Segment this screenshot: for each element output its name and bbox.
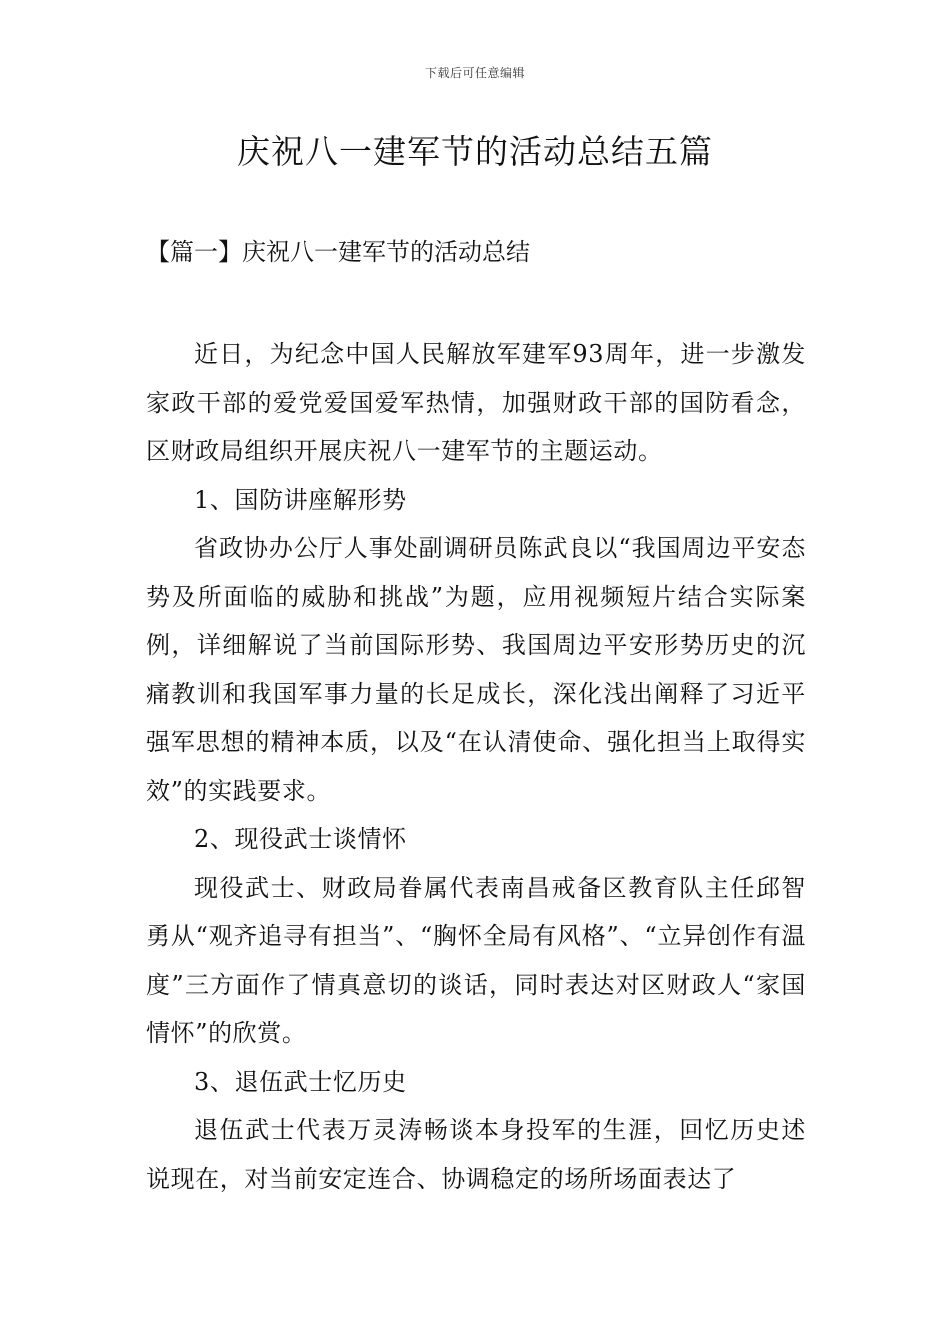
body-text bbox=[146, 330, 806, 1203]
section-heading: 【篇一】庆祝八一建军节的活动总结 bbox=[146, 238, 530, 266]
paragraph-1: 省政协办公厅人事处副调研员陈武良以“我国周边平安态势及所面临的威胁和挑战”为题，应用视频短片结合实际案例，详细解说了当前国际形势、我国周边平安形势历史的沉痛教训和我国军事力量的长足成长，深化浅出阐释了习近平强军思想的精神本质，以及“在认清使命、强化担当上取得实效”的实践要求。 bbox=[146, 534, 806, 805]
subheading-2: 2、现役武士谈情怀 bbox=[194, 825, 407, 853]
header-note: 下载后可任意编辑 bbox=[424, 66, 525, 80]
paragraph-3: 退伍武士代表万灵涛畅谈本身投军的生涯，回忆历史述说现在，对当前安定连合、协调稳定的场所场面表达了 bbox=[146, 1116, 806, 1193]
document-title: 庆祝八一建军节的活动总结五篇 bbox=[237, 132, 713, 171]
subheading-1: 1、国防讲座解形势 bbox=[194, 485, 407, 514]
paragraph-intro: 近日，为纪念中国人民解放军建军93周年，进一步激发家政干部的爱党爱国爱军热情，加强财政干部的国防看念，区财政局组织开展庆祝八一建军节的主题运动。 bbox=[146, 340, 806, 465]
subheading-3: 3、退伍武士忆历史 bbox=[194, 1067, 407, 1096]
paragraph-2: 现役武士、财政局眷属代表南昌戒备区教育队主任邱智勇从“观齐追寻有担当”、“胸怀全局有风格”、“立异创作有温度”三方面作了情真意切的谈话，同时表达对区财政人“家国情怀”的欣赏。 bbox=[146, 873, 806, 1047]
